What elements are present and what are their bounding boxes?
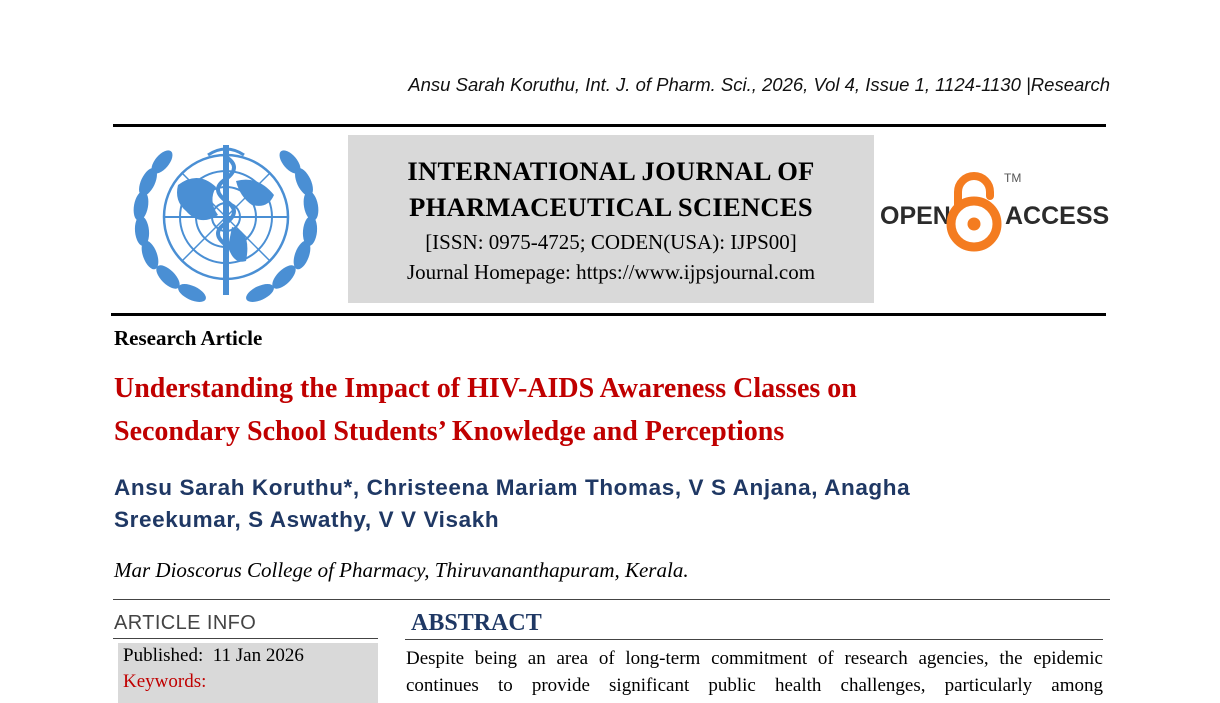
article-info-rule: [113, 638, 378, 639]
abstract-text: [406, 645, 1103, 699]
journal-title: [348, 153, 874, 225]
abstract-line1: Despite being an area of long-term commitment of research agencies, the epidemic: [406, 648, 1103, 669]
trademark-mark: TM: [1004, 171, 1022, 185]
open-access-logo: [878, 166, 1110, 252]
abstract-line2: continues to provide significant public health challenges, particularly among: [406, 675, 1103, 696]
journal-title-line2: PHARMACEUTICAL SCIENCES: [409, 192, 813, 222]
padlock-keyhole-icon: [968, 218, 981, 231]
article-title-line2: Secondary School Students’ Knowledge and Perceptions: [114, 416, 785, 447]
journal-title-line1: INTERNATIONAL JOURNAL OF: [407, 156, 815, 186]
article-title: [114, 367, 1114, 453]
open-access-word-access: ACCESS: [1005, 202, 1110, 230]
published-label: Published:: [123, 645, 204, 666]
journal-banner: [348, 135, 874, 303]
header-bottom-rule: [111, 313, 1106, 316]
author-list-line1: Ansu Sarah Koruthu*, Christeena Mariam Thomas, V S Anjana, Anagha: [114, 475, 911, 500]
abstract-rule: [405, 639, 1103, 640]
open-access-word-open: OPEN: [880, 202, 951, 230]
author-list: [114, 472, 1014, 536]
published-value: 11 Jan 2026: [212, 645, 304, 666]
section-divider: [113, 599, 1110, 600]
article-type-label: Research Article: [114, 326, 263, 350]
article-info-heading: ARTICLE INFO: [114, 612, 257, 634]
keywords-label: Keywords:: [123, 671, 207, 692]
author-list-line2: Sreekumar, S Aswathy, V V Visakh: [114, 507, 500, 532]
top-rule: [113, 124, 1106, 127]
un-emblem-logo: [128, 135, 324, 305]
article-title-line1: Understanding the Impact of HIV-AIDS Awareness Classes on: [114, 373, 857, 404]
abstract-heading: ABSTRACT: [411, 610, 542, 636]
published-date: [123, 645, 304, 667]
journal-issn: [ISSN: 0975-4725; CODEN(USA): IJPS00]: [425, 230, 797, 254]
journal-homepage[interactable]: Journal Homepage: https://www.ijpsjournal.com: [406, 260, 816, 284]
affiliation: Mar Dioscorus College of Pharmacy, Thiruvananthapuram, Kerala.: [114, 558, 689, 582]
citation-header: Ansu Sarah Koruthu, Int. J. of Pharm. Sci., 2026, Vol 4, Issue 1, 1124-1130 |Research: [408, 74, 1110, 95]
